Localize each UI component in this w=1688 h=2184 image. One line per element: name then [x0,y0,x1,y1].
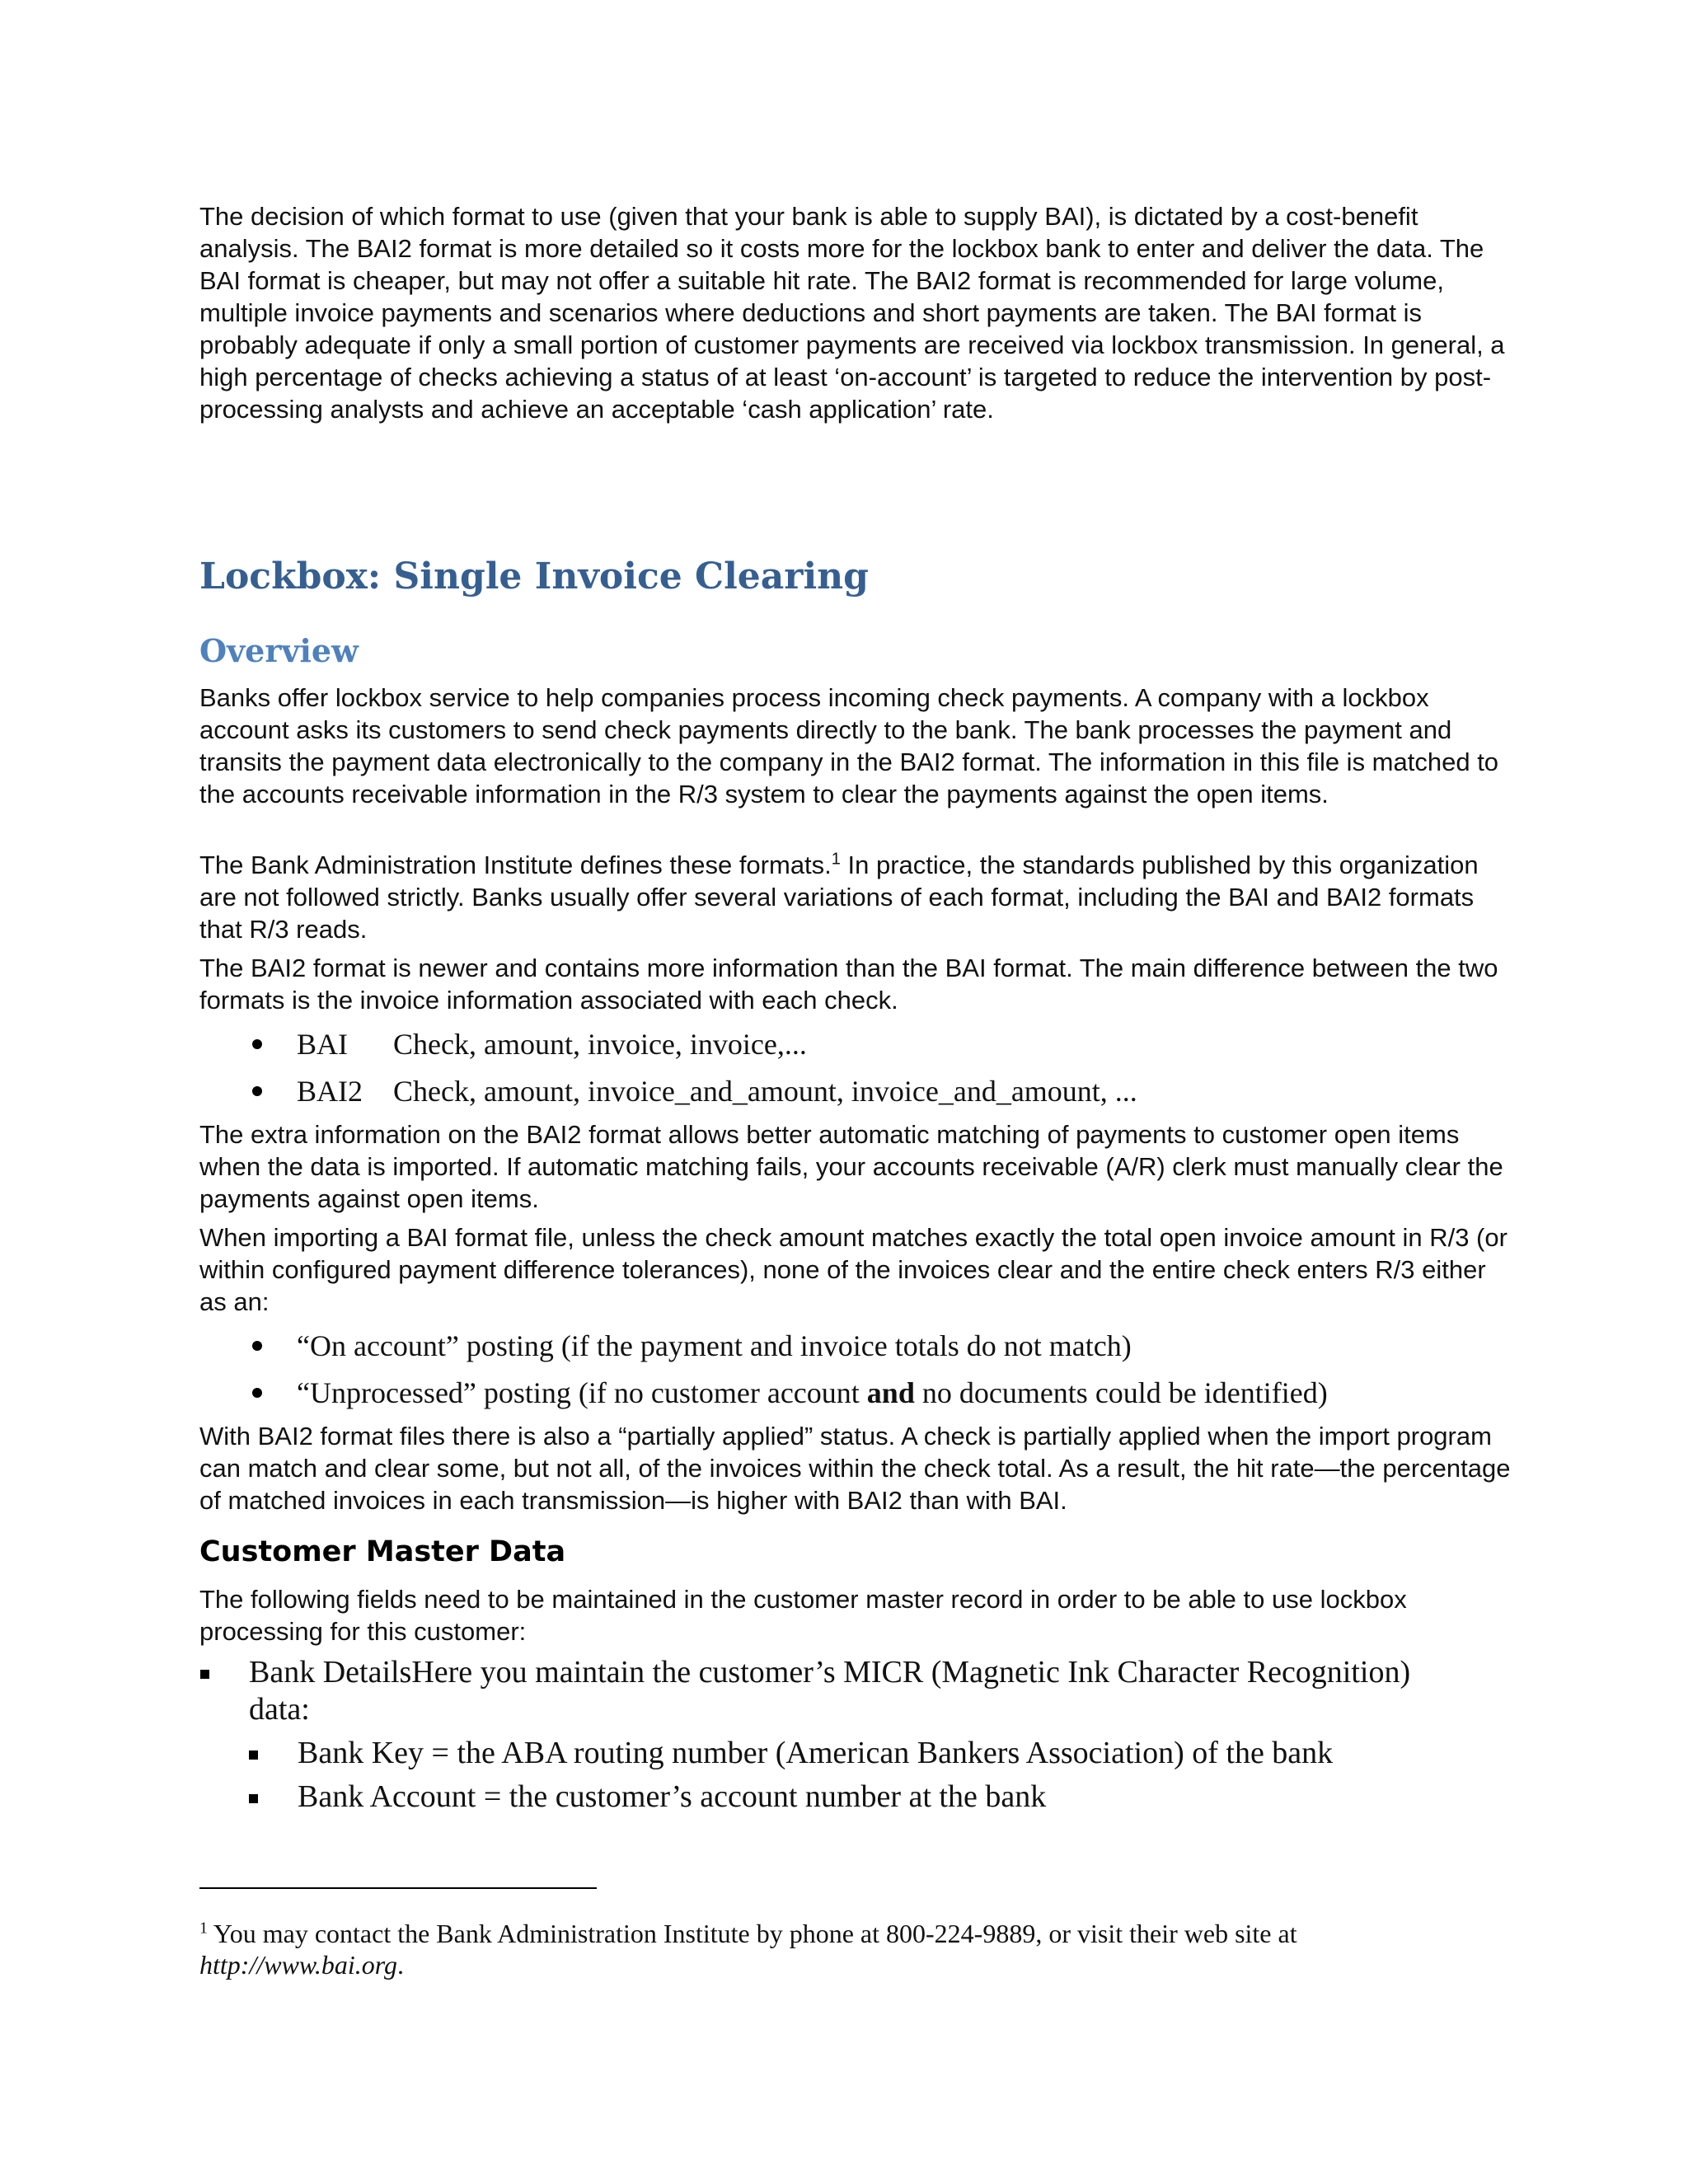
footnote-reference[interactable]: 1 [831,850,841,869]
footnote-link[interactable]: http://www.bai.org [199,1950,398,1980]
overview-paragraph-6: With BAI2 format files there is also a “partially applied” status. A check is partially applied when the import program can match and clear some, but not all, of the invoices within the check total. As a result, the hit rate—the percentage of matched invoices in each transmission—is higher with BAI2 than with BAI. [199,1422,1511,1515]
format-code: BAI2 [297,1075,363,1108]
format-description: Check, amount, invoice_and_amount, invoice_and_amount, ... [393,1075,1137,1108]
footnote-separator [199,1887,597,1889]
bank-details-line-2: data: [249,1692,310,1727]
overview-paragraph-2: The Bank Administration Institute defines these formats.$^1$ In practice, the standards published by this organization are not followed strictly. Banks usually offer several variations of each format, including the BAI and BAI2 formats that R/3 reads. [199,850,1479,944]
bank-details-line-1: Bank DetailsHere you maintain the customer’s MICR (Magnetic Ink Character Recognition) [249,1655,1411,1690]
customer-master-heading: Customer Master Data [199,1535,566,1568]
square-bullet [200,1670,209,1679]
format-code: BAI [297,1028,348,1061]
overview-paragraph-3: The BAI2 format is newer and contains more information than the BAI format. The main difference between the two formats is the invoice information associated with each check. [199,954,1498,1015]
square-bullet [249,1794,258,1803]
overview-paragraph-5: When importing a BAI format file, unless the check amount matches exactly the total open invoice amount in R/3 (or within configured payment difference tolerances), none of the invoices clear and the entire check enters R/3 either as an: [199,1223,1507,1316]
format-bullet-bai [251,1025,807,1063]
customer-master-intro: The following fields need to be maintained in the customer master record in order to be able to use lockbox processing for this customer: [199,1585,1407,1646]
posting-bullet-unprocessed: “Unprocessed” posting (if no customer account and no documents could be identified) [297,1376,1328,1409]
overview-paragraph-4: The extra information on the BAI2 format allows better automatic matching of payments to customer open items when the data is imported. If automatic matching fails, your accounts receivable (A/R) clerk must manually clear the payments against open items. [199,1120,1503,1213]
section-title: Lockbox: Single Invoice Clearing [199,555,869,598]
footnote: $^1$ You may contact the Bank Administration Institute by phone at 800-224-9889, or visit their web site at http://www.bai.org. [199,1919,1297,1980]
square-bullet [249,1750,258,1760]
posting-bullet-on-account: “On account” posting (if the payment and invoice totals do not match) [297,1329,1132,1362]
footnote-number: 1 [199,1919,208,1938]
intro-paragraph: The decision of which format to use (given that your bank is able to supply BAI), is dictated by a cost-benefit analysis. The BAI2 format is more detailed so it costs more for the lockbox bank to enter and deliver the data. The BAI format is cheaper, but may not offer a suitable hit rate. The BAI2 format is recommended for large volume, multiple invoice payments and scenarios where deductions and short payments are taken. The BAI format is probably adequate if only a small portion of customer payments are received via lockbox transmission. In general, a high percentage of checks achieving a status of at least ‘on-account’ is targeted to reduce the intervention by post-processing analysts and achieve an acceptable ‘cash application’ rate. [199,202,1505,424]
bank-account-item: Bank Account = the customer’s account number at the bank [298,1779,1047,1814]
format-bullet-bai2 [251,1072,1137,1110]
overview-paragraph-1: Banks offer lockbox service to help companies process incoming check payments. A company with a lockbox account asks its customers to send check payments directly to the bank. The bank processes the payment and transits the payment data electronically to the company in the BAI2 format. The information in this file is matched to the accounts receivable information in the R/3 system to clear the payments against the open items. [199,683,1499,808]
footnote-text: You may contact the Bank Administration Institute by phone at 800-224-9889, or visit their web site at [208,1919,1297,1948]
overview-heading: Overview [199,632,359,669]
format-description: Check, amount, invoice, invoice,... [393,1028,807,1061]
bank-key-item: Bank Key = the ABA routing number (American Bankers Association) of the bank [298,1736,1334,1770]
